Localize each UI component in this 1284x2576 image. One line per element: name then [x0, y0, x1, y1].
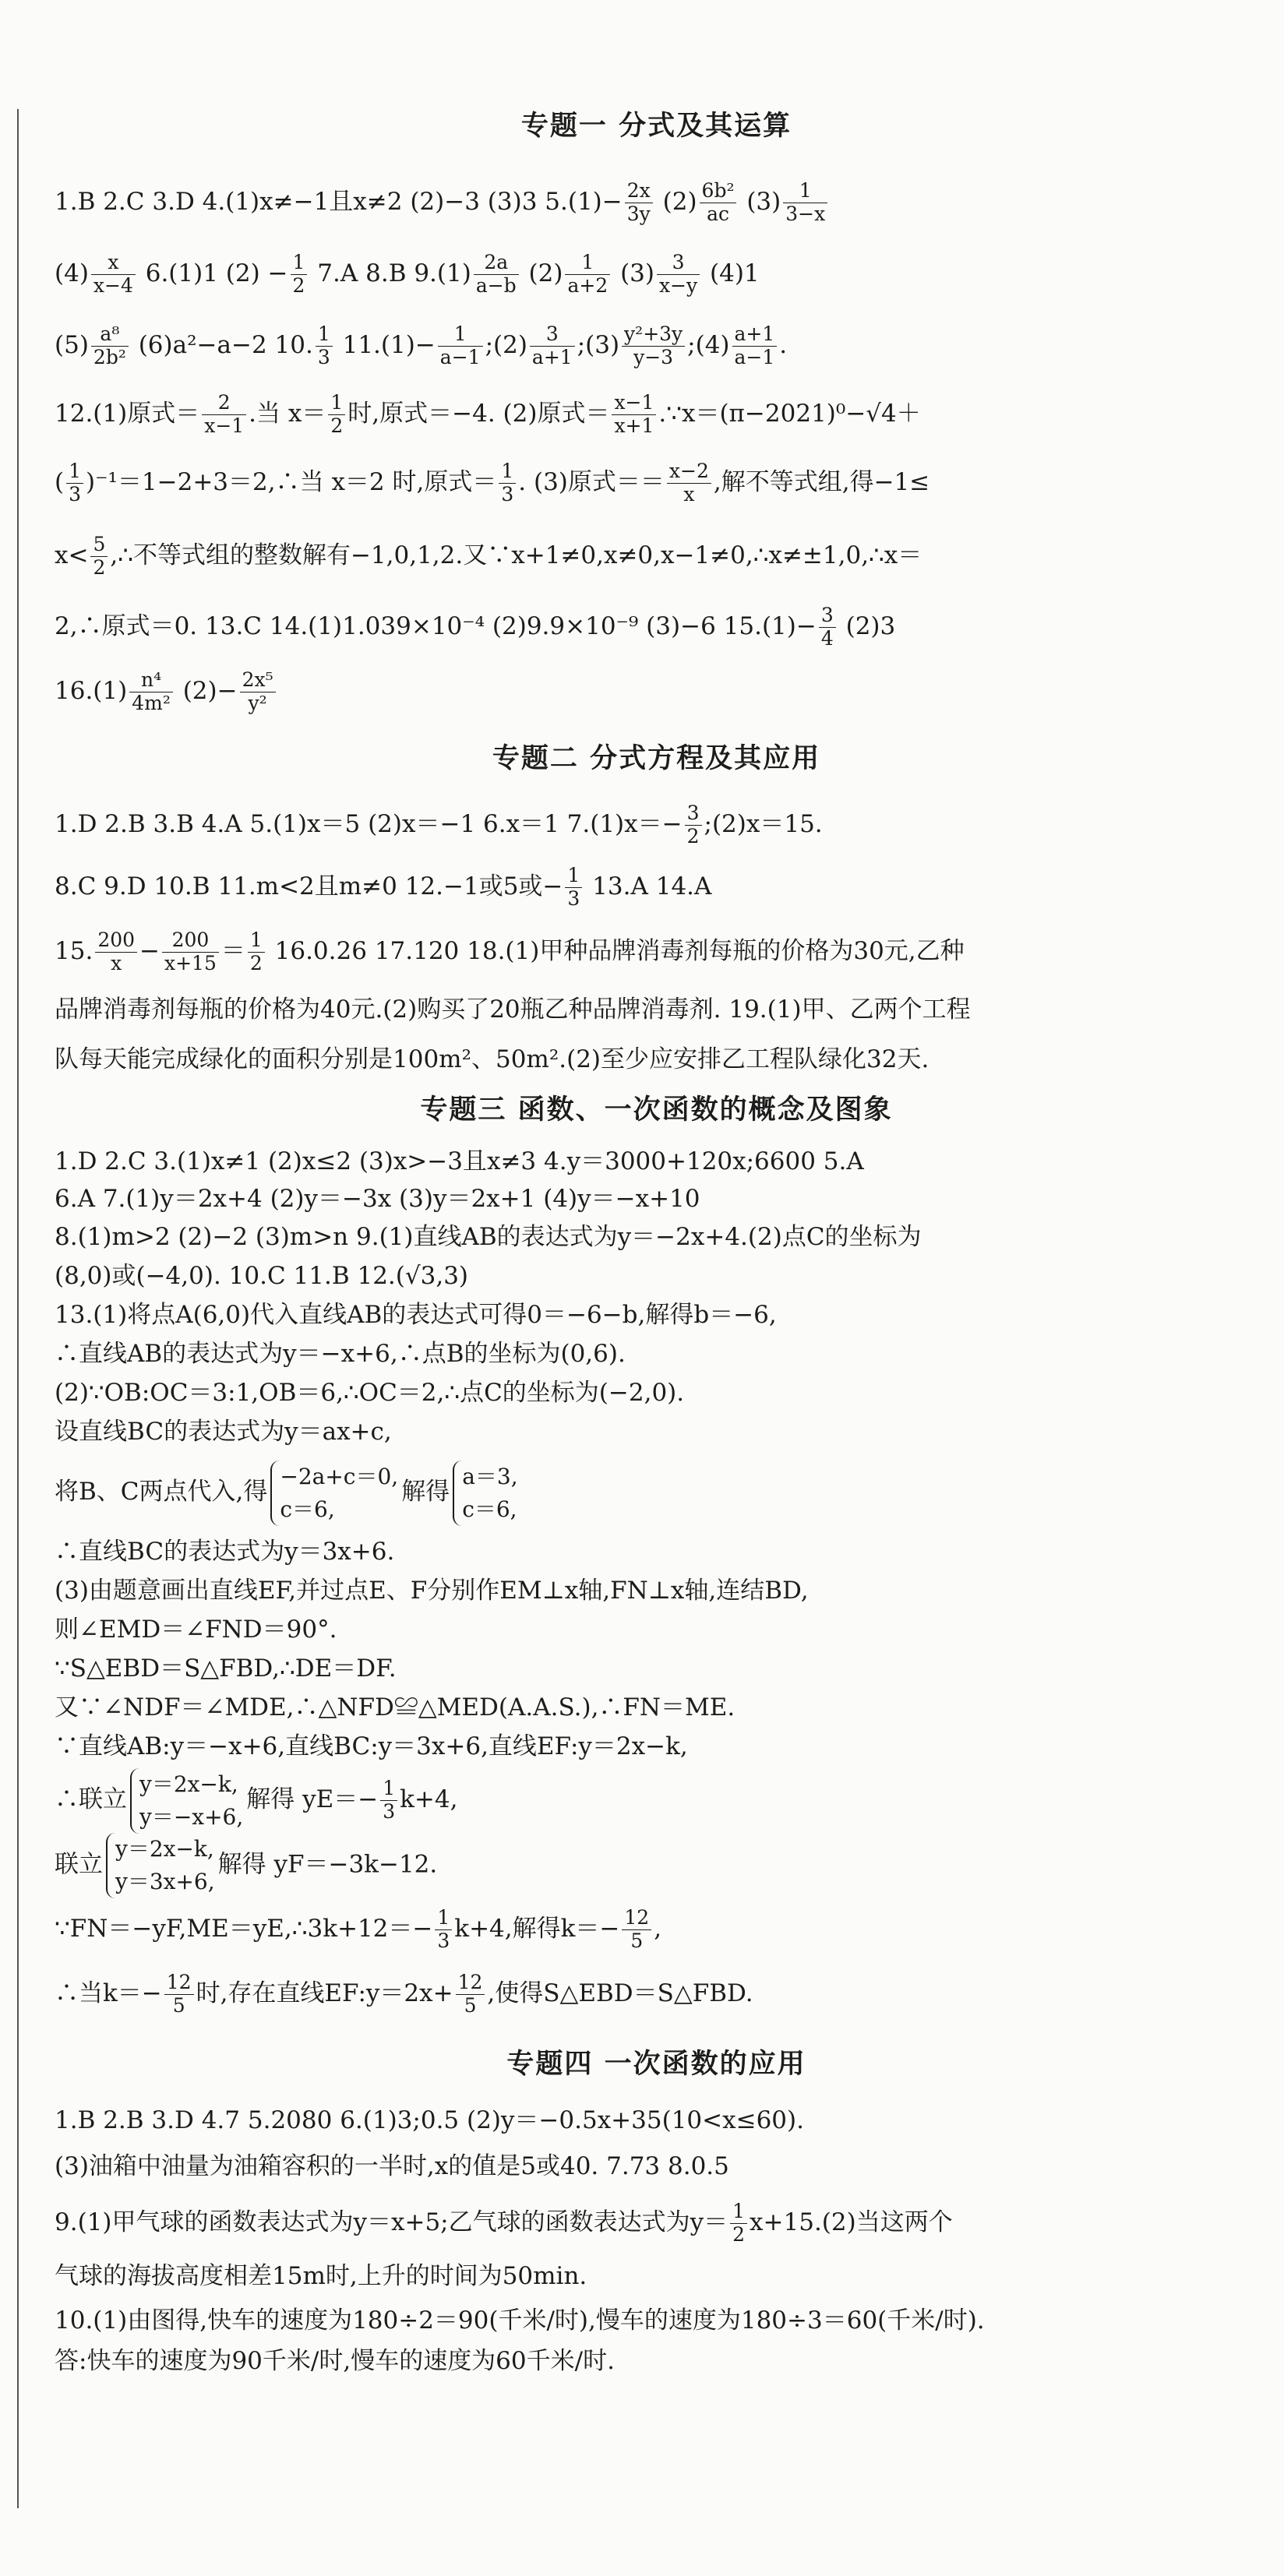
- answer-line: [55, 2252, 1258, 2300]
- answer-line: [55, 1962, 1258, 2025]
- fraction-denominator: x+1: [614, 414, 654, 437]
- fraction-numerator: x−1: [612, 392, 656, 415]
- text-run: (: [55, 468, 65, 496]
- answer-line: [55, 446, 1258, 518]
- answer-line: [55, 1295, 1258, 1334]
- text-run: 10.(1)由图得,快车的速度为180÷2＝90(千米/时),慢车的速度为180÷3＝60(千米/时).: [55, 2306, 985, 2335]
- text-run: ∴直线AB的表达式为y＝−x+6,∴点B的坐标为(0,6).: [55, 1340, 626, 1368]
- text-run: 则∠EMD＝∠FND＝90°.: [55, 1616, 337, 1644]
- fraction-numerator: 2: [202, 392, 246, 415]
- text-run: 解得 yF＝−3k−12.: [217, 1850, 438, 1879]
- fraction-denominator: 4: [820, 627, 834, 650]
- fraction: [91, 323, 129, 369]
- answer-line: [55, 2101, 1258, 2140]
- fraction-denominator: 2: [249, 952, 263, 974]
- equation-system: [453, 1461, 517, 1526]
- answer-line: [55, 1571, 1258, 1610]
- text-run: ,: [654, 1915, 662, 1943]
- text-run: (2)∵OB:OC＝3:1,OB＝6,∴OC＝2,∴点C的坐标为(−2,0).: [55, 1379, 685, 1407]
- fraction-denominator: ac: [707, 203, 729, 225]
- fraction-numerator: 1: [499, 460, 516, 484]
- fraction-denominator: a−b: [475, 274, 517, 297]
- fraction: [622, 1907, 651, 1953]
- fraction-denominator: 5: [630, 1929, 644, 1952]
- fraction-denominator: 3−x: [785, 203, 826, 225]
- answer-line: [55, 1688, 1258, 1727]
- answer-line: [55, 1532, 1258, 1571]
- fraction: [565, 865, 582, 911]
- text-run: 13.(1)将点A(6,0)代入直线AB的表达式可得0＝−6−b,解得b＝−6,: [55, 1301, 777, 1329]
- answer-line: [55, 1727, 1258, 1766]
- fraction-numerator: 12: [164, 1972, 194, 1995]
- answer-line: [55, 1610, 1258, 1649]
- fraction: [248, 929, 265, 975]
- answer-line: [55, 238, 1258, 309]
- answer-line: [55, 1895, 1258, 1962]
- answer-line: [55, 1833, 1258, 1895]
- fraction: [66, 460, 83, 506]
- fraction: [129, 669, 173, 715]
- fraction-numerator: 3: [819, 604, 836, 628]
- text-run: ;(2)x＝15.: [704, 810, 823, 838]
- text-run: ∵FN＝−yF,ME＝yE,∴3k+12＝−: [55, 1915, 433, 1943]
- answer-line: [55, 795, 1258, 853]
- answer-line: [55, 982, 1258, 1037]
- text-run: 将B、C两点代入,得: [55, 1478, 268, 1506]
- fraction: [316, 323, 333, 369]
- section-title: 专题二 分式方程及其应用: [492, 742, 821, 774]
- fraction: [622, 323, 685, 369]
- answer-line: [55, 1256, 1258, 1295]
- fraction: [667, 460, 711, 506]
- section-title: 专题四 一次函数的应用: [506, 2048, 806, 2080]
- text-run: ∵S△EBD＝S△FBD,∴DE＝DF.: [55, 1654, 397, 1683]
- answer-line: [55, 381, 1258, 446]
- fraction: [565, 252, 610, 298]
- fraction-denominator: x: [683, 483, 695, 506]
- fraction-numerator: 2x: [625, 180, 653, 203]
- fraction: [685, 802, 702, 848]
- text-run: (3)由题意画出直线EF,并过点E、F分别作EM⊥x轴,FN⊥x轴,连结BD,: [55, 1577, 809, 1605]
- fraction-numerator: 1: [565, 252, 610, 275]
- fraction-denominator: 2: [330, 414, 344, 437]
- text-run: 1.B 2.C 3.D 4.(1)x≠−1且x≠2 (2)−3 (3)3 5.(1)−: [55, 188, 623, 216]
- fraction-denominator: x: [111, 952, 122, 974]
- fraction-numerator: 12: [622, 1907, 651, 1930]
- answer-line: [55, 309, 1258, 381]
- fraction-denominator: a−1: [734, 346, 775, 368]
- fraction-numerator: 1: [380, 1778, 397, 1801]
- text-run: (2)−: [175, 677, 238, 705]
- text-run: (3): [739, 188, 781, 216]
- fraction-denominator: a−1: [439, 346, 481, 368]
- text-run: ∴联立: [55, 1785, 127, 1813]
- fraction-denominator: 4m²: [132, 692, 171, 714]
- answer-line: [55, 660, 1258, 722]
- answer-line: [55, 518, 1258, 593]
- fraction-denominator: x−y: [658, 274, 698, 297]
- fraction-numerator: a+1: [732, 323, 778, 347]
- fraction-numerator: 1: [438, 323, 483, 347]
- fraction: [474, 252, 519, 298]
- answer-line: [55, 1143, 1258, 1180]
- text-run: 12.(1)原式＝: [55, 400, 200, 428]
- fraction-denominator: 2: [686, 825, 700, 848]
- fraction-denominator: 3: [317, 346, 330, 368]
- fraction-numerator: 1: [730, 2201, 747, 2224]
- equation-system: [270, 1461, 398, 1526]
- text-run: x+15.(2)当这两个: [750, 2208, 953, 2236]
- text-run: )⁻¹＝1−2+3＝2,∴当 x＝2 时,原式＝: [86, 468, 497, 496]
- text-run: 时,原式＝−4. (2)原式＝: [347, 400, 610, 428]
- text-run: .∵x＝(π−2021)⁰−√4＋: [658, 400, 921, 428]
- fraction: [657, 252, 700, 298]
- answer-line: [55, 2300, 1258, 2341]
- text-run: 品牌消毒剂每瓶的价格为40元.(2)购买了20瓶乙种品牌消毒剂. 19.(1)甲、乙两个工程: [55, 996, 971, 1024]
- fraction-numerator: 2x⁵: [240, 669, 276, 692]
- fraction-denominator: 3: [501, 483, 514, 506]
- fraction-denominator: x−1: [204, 414, 245, 437]
- text-run: 气球的海拔高度相差15m时,上升的时间为50min.: [55, 2262, 587, 2290]
- section-title: 专题三 函数、一次函数的概念及图象: [420, 1094, 893, 1126]
- system-equation: −2a+c＝0,: [280, 1463, 399, 1489]
- system-equation: y＝3x+6,: [115, 1869, 215, 1894]
- fraction-numerator: a⁸: [91, 323, 129, 347]
- text-run: 8.(1)m>2 (2)−2 (3)m>n 9.(1)直线AB的表达式为y＝−2x+4.(2)点C的坐标为: [55, 1223, 922, 1251]
- text-run: 11.(1)−: [334, 331, 436, 359]
- fraction-denominator: a+1: [531, 346, 573, 368]
- fraction-denominator: x+15: [164, 952, 217, 974]
- fraction-denominator: 5: [172, 1994, 185, 2017]
- system-equation: c＝6,: [462, 1496, 517, 1522]
- text-run: ,∴不等式组的整数解有−1,0,1,2.又∵x+1≠0,x≠0,x−1≠0,∴x≠±1,0,∴x＝: [110, 541, 922, 569]
- fraction-numerator: 1: [328, 392, 345, 415]
- answer-page: [55, 97, 1258, 2381]
- text-run: ;(3): [577, 331, 620, 359]
- fraction: [700, 180, 737, 226]
- fraction: [732, 323, 778, 369]
- text-run: 2,∴原式＝0. 13.C 14.(1)1.039×10⁻⁴ (2)9.9×10⁻⁹ (3)−6 15.(1)−: [55, 612, 817, 640]
- fraction: [783, 180, 827, 226]
- text-run: 解得: [401, 1478, 450, 1506]
- fraction: [95, 929, 137, 975]
- text-run: (2): [520, 259, 563, 287]
- section-title: 专题一 分式及其运算: [520, 110, 792, 142]
- answer-line: [55, 1451, 1258, 1532]
- text-run: 1.D 2.B 3.B 4.A 5.(1)x＝5 (2)x＝−1 6.x＝1 7.(1)x＝−: [55, 810, 683, 838]
- fraction-numerator: 200: [162, 929, 219, 953]
- text-run: 13.A 14.A: [584, 872, 712, 900]
- text-run: 队每天能完成绿化的面积分别是100m²、50m².(2)至少应安排乙工程队绿化32天.: [55, 1045, 929, 1073]
- fraction-numerator: 6b²: [700, 180, 737, 203]
- text-run: k+4,解得k＝−: [454, 1915, 620, 1943]
- fraction-numerator: 1: [783, 180, 827, 203]
- system-equation: c＝6,: [280, 1496, 335, 1522]
- fraction-numerator: 2a: [474, 252, 519, 275]
- fraction: [499, 460, 516, 506]
- fraction-denominator: y²: [248, 692, 267, 714]
- fraction: [291, 252, 308, 298]
- fraction-numerator: x−2: [667, 460, 711, 484]
- system-equation: a＝3,: [462, 1463, 518, 1489]
- text-run: ∴直线BC的表达式为y＝3x+6.: [55, 1538, 395, 1566]
- text-run: ;(2): [485, 331, 527, 359]
- fraction-denominator: 2: [732, 2223, 746, 2246]
- fraction-numerator: y²+3y: [622, 323, 685, 347]
- text-run: (3): [612, 259, 654, 287]
- fraction-denominator: 2b²: [93, 346, 126, 368]
- fraction: [240, 669, 276, 715]
- text-run: (6)a²−a−2 10.: [130, 331, 313, 359]
- text-run: k+4,: [400, 1785, 458, 1813]
- answer-line: [55, 2140, 1258, 2193]
- fraction: [625, 180, 653, 226]
- text-run: 时,存在直线EF:y＝2x+: [196, 1979, 453, 2007]
- fraction-denominator: 3: [437, 1929, 450, 1952]
- answer-line: [55, 593, 1258, 660]
- fraction-denominator: 2: [292, 274, 305, 297]
- text-run: 答:快车的速度为90千米/时,慢车的速度为60千米/时.: [55, 2347, 615, 2375]
- fraction-numerator: 1: [316, 323, 333, 347]
- text-run: .: [779, 331, 788, 359]
- text-run: 解得 yE＝−: [246, 1785, 379, 1813]
- text-run: ∵直线AB:y＝−x+6,直线BC:y＝3x+6,直线EF:y＝2x−k,: [55, 1732, 688, 1760]
- text-run: .当 x＝: [249, 400, 326, 428]
- system-equation: y＝2x−k,: [115, 1836, 214, 1862]
- fraction-denominator: 5: [464, 1994, 477, 2017]
- fraction: [91, 252, 136, 298]
- answer-line: [55, 1373, 1258, 1412]
- answer-line: [55, 166, 1258, 238]
- fraction: [612, 392, 656, 438]
- text-run: 又∵∠NDF＝∠MDE,∴△NFD≌△MED(A.A.S.),∴FN＝ME.: [55, 1693, 735, 1721]
- text-run: ∴当k＝−: [55, 1979, 162, 2007]
- fraction: [164, 1972, 194, 2017]
- system-equation: y＝2x−k,: [139, 1771, 238, 1797]
- fraction-numerator: 3: [530, 323, 575, 347]
- fraction-denominator: 3: [69, 483, 82, 506]
- fraction-denominator: 3: [383, 1800, 396, 1823]
- answer-line: [55, 1766, 1258, 1833]
- fraction-denominator: 3y: [626, 203, 651, 225]
- text-run: 联立: [55, 1850, 103, 1879]
- text-run: 16.(1): [55, 677, 128, 705]
- answer-line: [55, 1649, 1258, 1688]
- fraction: [162, 929, 219, 975]
- answer-line: [55, 1180, 1258, 1218]
- text-run: . (3)原式＝＝: [518, 468, 665, 496]
- fraction: [328, 392, 345, 438]
- answer-line: [55, 1334, 1258, 1373]
- text-run: −: [139, 937, 160, 965]
- equation-system: [106, 1833, 215, 1898]
- text-run: x<: [55, 541, 89, 569]
- fraction-denominator: y−3: [633, 346, 674, 368]
- fraction: [456, 1972, 485, 2017]
- fraction: [730, 2201, 747, 2247]
- text-run: (3)油箱中油量为油箱容积的一半时,x的值是5或40. 7.73 8.0.5: [55, 2152, 729, 2180]
- text-run: (8,0)或(−4,0). 10.C 11.B 12.(√3,3): [55, 1262, 469, 1290]
- fraction: [380, 1778, 397, 1824]
- text-run: 6.A 7.(1)y＝2x+4 (2)y＝−3x (3)y＝2x+1 (4)y＝−x+10: [55, 1185, 700, 1213]
- equation-system: [130, 1768, 243, 1834]
- fraction-numerator: 5: [90, 534, 108, 557]
- fraction-denominator: x−4: [93, 274, 133, 297]
- text-run: 8.C 9.D 10.B 11.m<2且m≠0 12.−1或5或−: [55, 872, 563, 900]
- fraction: [435, 1907, 452, 1953]
- text-run: ,使得S△EBD＝S△FBD.: [487, 1979, 753, 2007]
- text-run: 1.B 2.B 3.D 4.7 5.2080 6.(1)3;0.5 (2)y＝−0.5x+35(10<x≤60).: [55, 2106, 804, 2134]
- fraction: [90, 534, 108, 580]
- fraction: [819, 604, 836, 650]
- text-run: ＝: [220, 937, 245, 965]
- answer-line: [55, 2341, 1258, 2381]
- fraction-denominator: a+2: [567, 274, 608, 297]
- fraction: [438, 323, 483, 369]
- left-margin-rule: [17, 109, 19, 2508]
- fraction-numerator: n⁴: [129, 669, 173, 692]
- fraction: [530, 323, 575, 369]
- text-run: (2)3: [838, 612, 896, 640]
- fraction-denominator: 3: [567, 887, 580, 910]
- text-run: 16.0.26 17.120 18.(1)甲种品牌消毒剂每瓶的价格为30元,乙种: [266, 937, 965, 965]
- fraction: [202, 392, 246, 438]
- answer-line: [55, 2193, 1258, 2252]
- text-run: 7.A 8.B 9.(1): [309, 259, 471, 287]
- answer-line: [55, 1412, 1258, 1451]
- text-run: (4): [55, 259, 89, 287]
- fraction-numerator: 1: [565, 865, 582, 888]
- text-run: 9.(1)甲气球的函数表达式为y＝x+5;乙气球的函数表达式为y＝: [55, 2208, 728, 2236]
- fraction-numerator: 200: [95, 929, 137, 953]
- fraction-numerator: 1: [66, 460, 83, 484]
- fraction-numerator: 1: [291, 252, 308, 275]
- fraction-numerator: 1: [435, 1907, 452, 1930]
- text-run: 6.(1)1 (2) −: [137, 259, 288, 287]
- text-run: (2): [654, 188, 697, 216]
- text-run: ,解不等式组,得−1≤: [713, 468, 930, 496]
- answer-line: [55, 920, 1258, 982]
- text-run: (5): [55, 331, 89, 359]
- fraction-numerator: x: [91, 252, 136, 275]
- system-equation: y＝−x+6,: [139, 1803, 244, 1830]
- text-run: ;(4): [687, 331, 730, 359]
- answer-line: [55, 1037, 1258, 1082]
- fraction-numerator: 3: [685, 802, 702, 826]
- text-run: 设直线BC的表达式为y＝ax+c,: [55, 1418, 392, 1446]
- text-run: 15.: [55, 937, 93, 965]
- fraction-numerator: 3: [657, 252, 700, 275]
- answer-line: [55, 853, 1258, 920]
- fraction-numerator: 1: [248, 929, 265, 953]
- text-run: (4)1: [702, 259, 760, 287]
- fraction-numerator: 12: [456, 1972, 485, 1995]
- text-run: 1.D 2.C 3.(1)x≠1 (2)x≤2 (3)x>−3且x≠3 4.y＝3000+120x;6600 5.A: [55, 1147, 864, 1175]
- answer-line: [55, 1218, 1258, 1256]
- fraction-denominator: 2: [93, 556, 106, 579]
